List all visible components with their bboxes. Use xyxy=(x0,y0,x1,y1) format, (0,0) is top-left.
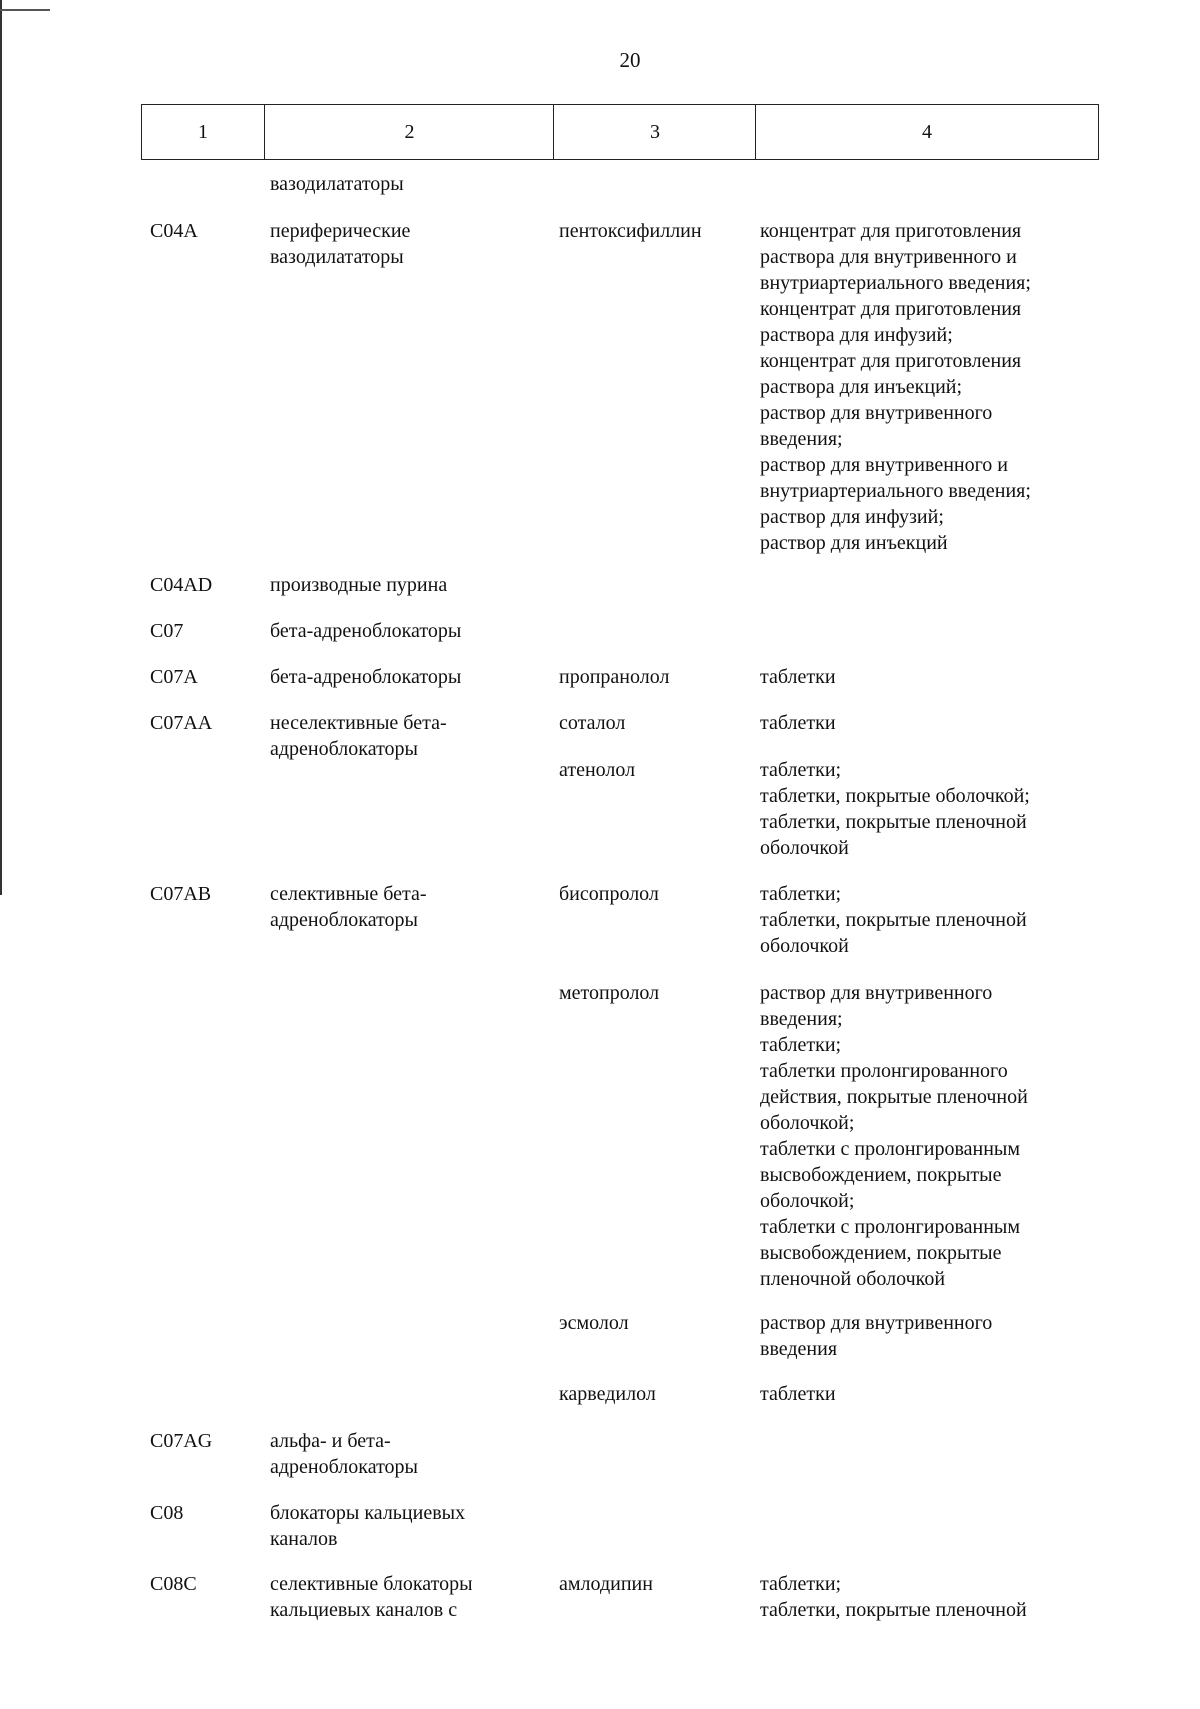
drug-name: амлодипин xyxy=(559,1573,653,1595)
atc-code: C04A xyxy=(150,220,198,242)
dosage-forms: таблетки xyxy=(760,666,836,688)
dosage-forms: концентрат для приготовления раствора для внутривенного и внутриартериального введения; концентрат для приготовления раствора для инфузий; концентрат для приготовления раствора для инъекций; раствор для внутривенного введения; раствор для внутривенного и внутриартериального введения; раствор для инфузий; раствор для инъекций xyxy=(760,220,1031,554)
group-name: селективные бета- адреноблокаторы xyxy=(270,883,427,931)
group-name: бета-адреноблокаторы xyxy=(270,620,462,642)
group-name: неселективные бета- адреноблокаторы xyxy=(270,712,447,760)
drug-name: пентоксифиллин xyxy=(559,220,702,242)
group-name: блокаторы кальциевых каналов xyxy=(270,1502,466,1550)
scan-margin-line xyxy=(0,0,2,895)
atc-code: C07AB xyxy=(150,883,212,905)
atc-code: C07A xyxy=(150,666,198,688)
group-name: альфа- и бета- адреноблокаторы xyxy=(270,1430,418,1478)
atc-code: C04AD xyxy=(150,574,213,596)
dosage-forms: таблетки; таблетки, покрытые оболочкой; таблетки, покрытые пленочной оболочкой xyxy=(760,759,1030,859)
header-col-4: 4 xyxy=(755,105,1098,159)
drug-name: метопролол xyxy=(559,982,660,1004)
atc-code: C08 xyxy=(150,1502,184,1524)
group-name: бета-адреноблокаторы xyxy=(270,666,462,688)
atc-code: C07AA xyxy=(150,712,213,734)
dosage-forms: раствор для внутривенного введения; таблетки; таблетки пролонгированного действия, покрытые пленочной оболочкой; таблетки с пролонгированным высвобождением, покрытые оболочкой; таблетки с пролонгированным высвобождением, покрытые пленочной оболочкой xyxy=(760,982,1028,1290)
drug-name: эсмолол xyxy=(559,1312,629,1334)
atc-code: C07 xyxy=(150,620,184,642)
header-col-1: 1 xyxy=(198,120,208,143)
header-col-3: 3 xyxy=(553,105,756,159)
drug-name: соталол xyxy=(559,712,626,734)
atc-code: C07AG xyxy=(150,1430,213,1452)
dosage-forms: таблетки xyxy=(760,1383,836,1405)
atc-code: C08C xyxy=(150,1573,197,1595)
group-name: вазодилататоры xyxy=(270,173,404,195)
drug-name: карведилол xyxy=(559,1383,656,1405)
dosage-forms: таблетки xyxy=(760,712,836,734)
drug-name: атенолол xyxy=(559,759,636,781)
dosage-forms: таблетки; таблетки, покрытые пленочной оболочкой xyxy=(760,883,1027,957)
table-header xyxy=(141,104,1099,160)
drug-name: пропранолол xyxy=(559,666,670,688)
drug-name: бисопролол xyxy=(559,883,659,905)
page-number: 20 xyxy=(619,48,641,72)
group-name: селективные блокаторы кальциевых каналов с xyxy=(270,1573,473,1621)
header-col-2: 2 xyxy=(264,105,554,159)
group-name: периферические вазодилататоры xyxy=(270,220,411,268)
dosage-forms: раствор для внутривенного введения xyxy=(760,1312,993,1360)
scan-corner-mark xyxy=(0,9,50,11)
group-name: производные пурина xyxy=(270,574,448,596)
dosage-forms: таблетки; таблетки, покрытые пленочной xyxy=(760,1573,1027,1621)
